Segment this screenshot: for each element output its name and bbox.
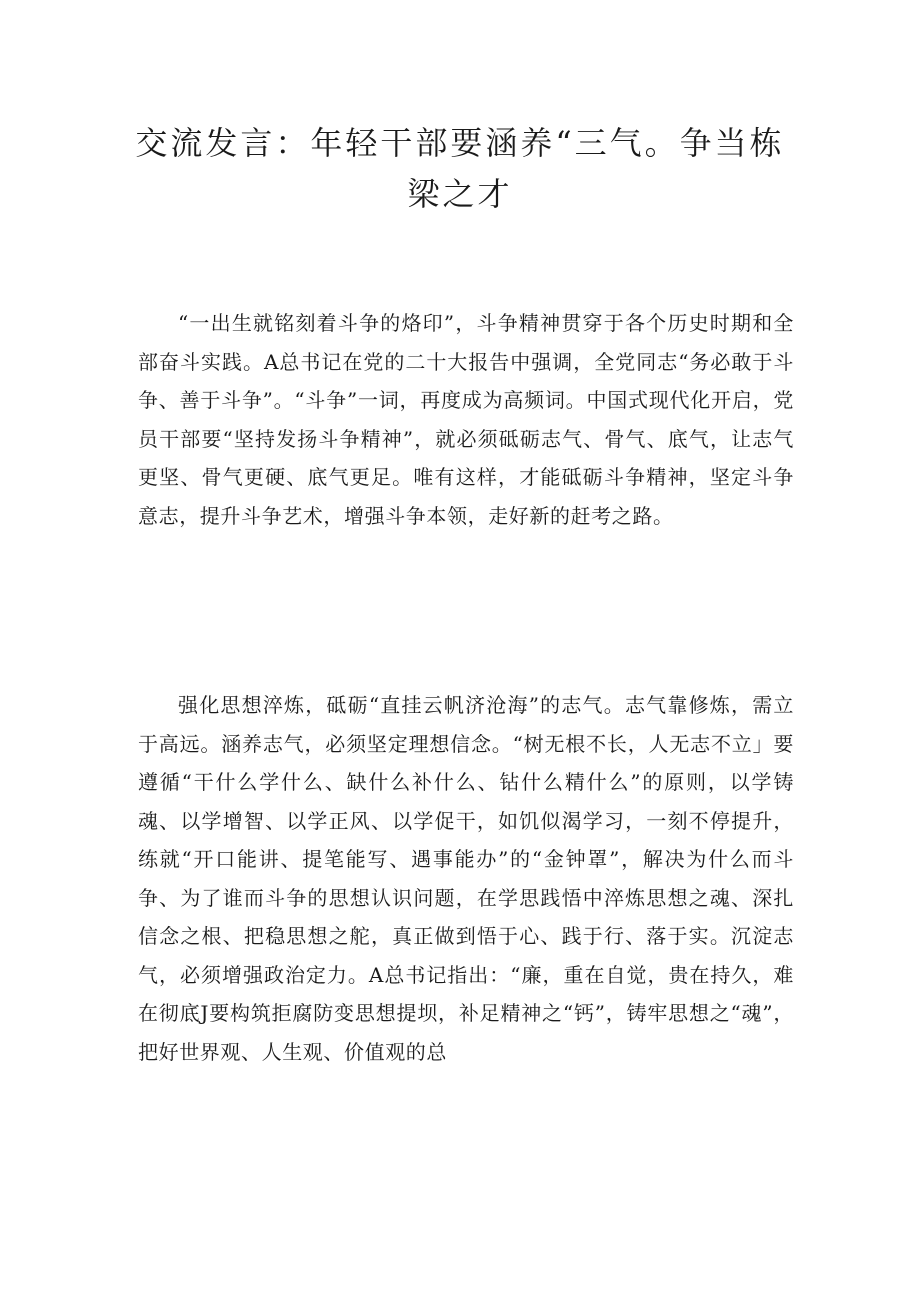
paragraph-2: 强化思想淬炼，砥砺“直挂云帆济沧海”的志气。志气靠修炼，需立于高远。涵养志气，必须坚定理想信念。“树无根不长，人无志不立」要遵循“干什么学什么、缺什么补什么、钻什么精什么”的原则，以学铸魂、以学增智、以学正风、以学促干，如饥似渴学习，一刻不停提升，练就“开口能讲、提笔能写、遇事能办”的“金钟罩”，解决为什么而斗争、为了谁而斗争的思想认识问题，在学思践悟中淬炼思想之魂、深扎信念之根、把稳思想之舵，真正做到悟于心、践于行、落于实。沉淀志气，必须增强政治定力。A总书记指出：“廉，重在自觉，贵在持久，难在彻底J要构筑拒腐防变思想提坝，补足精神之“钙”，铸牢思想之“魂”，把好世界观、人生观、价值观的总 [138,693,794,1064]
paragraph-1: “一出生就铭刻着斗争的烙印”，斗争精神贯穿于各个历史时期和全部奋斗实践。A总书记在党的二十大报告中强调，全党同志“务必敢于斗争、善于斗争”。“斗争”一词，再度成为高频词。中国式现代化开启，党员干部要“坚持发扬斗争精神”，就必须砥砺志气、骨气、底气，让志气更坚、骨气更硬、底气更足。唯有这样，才能砥砺斗争精神，坚定斗争意志，提升斗争艺术，增强斗争本领，走好新的赶考之路。 [138,311,794,528]
document-title: 交流发言：年轻干部要涵养“三气。争当栋梁之才 [135,124,785,213]
